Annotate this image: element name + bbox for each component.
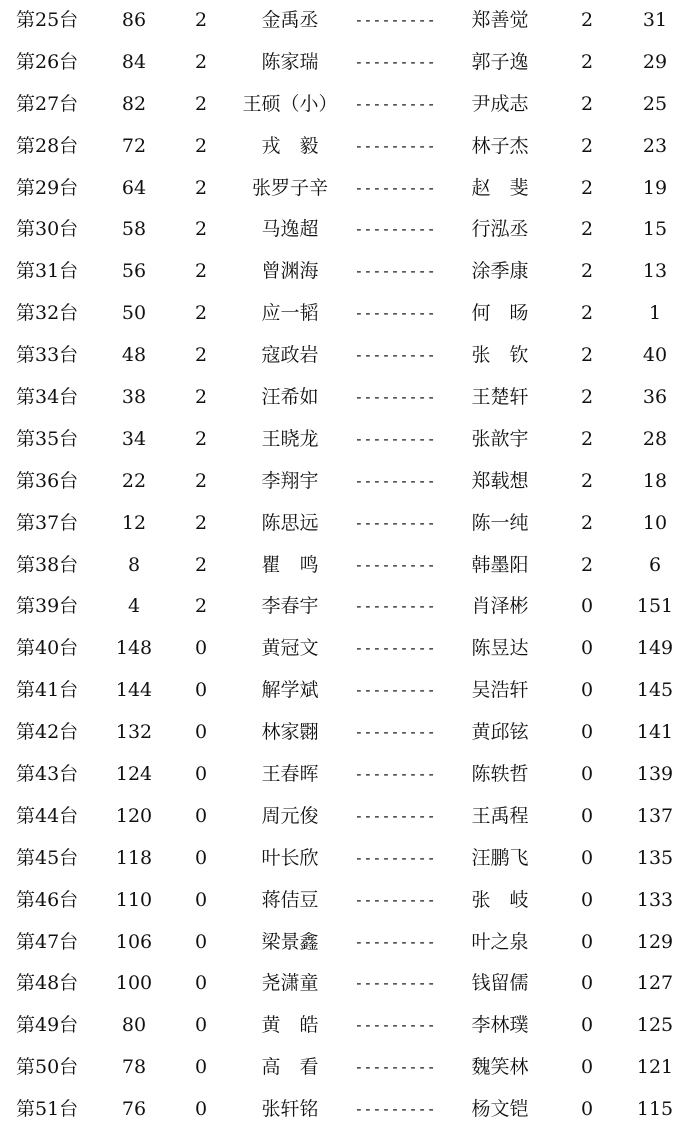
- vs-separator: ---------: [354, 471, 436, 490]
- player1-score: 0: [194, 679, 208, 702]
- board-label: 第32台: [16, 302, 79, 325]
- player2-name: 郑载想: [471, 469, 529, 492]
- player1-number: 38: [121, 386, 147, 409]
- pairing-row: [0, 419, 695, 461]
- player2-name: 尹成志: [471, 92, 529, 115]
- pairing-row: [0, 628, 695, 670]
- player2-number: 149: [636, 637, 674, 660]
- player2-score: 0: [580, 804, 594, 827]
- vs-separator: ---------: [354, 1016, 436, 1035]
- vs-separator: ---------: [354, 220, 436, 239]
- player1-number: 144: [115, 679, 153, 702]
- player2-name: 黄邱铉: [471, 721, 529, 744]
- player2-number: 1: [648, 302, 662, 325]
- player1-number: 8: [127, 553, 141, 576]
- board-label: 第38台: [16, 553, 79, 576]
- player1-number: 82: [121, 92, 147, 115]
- pairing-row: [0, 754, 695, 796]
- player1-number: 72: [121, 134, 147, 157]
- player2-number: 13: [642, 260, 668, 283]
- vs-separator: ---------: [354, 11, 436, 29]
- player2-name: 张 钦: [471, 344, 529, 367]
- player2-name: 杨文铠: [471, 1098, 529, 1121]
- board-label: 第26台: [16, 50, 79, 73]
- player1-name: 林家翾: [261, 721, 319, 744]
- vs-separator: ---------: [354, 765, 436, 784]
- player1-number: 12: [121, 511, 147, 534]
- board-label: 第27台: [16, 92, 79, 115]
- vs-separator: ---------: [354, 890, 436, 909]
- pairing-row: [0, 42, 695, 84]
- player2-score: 0: [580, 721, 594, 744]
- player1-score: 0: [194, 721, 208, 744]
- board-label: 第29台: [16, 176, 79, 199]
- player1-name: 李翔宇: [261, 469, 319, 492]
- player2-score: 0: [580, 1014, 594, 1037]
- player2-number: 135: [636, 846, 674, 869]
- pairing-row: [0, 84, 695, 126]
- player1-score: 2: [194, 469, 208, 492]
- player1-name: 尧潇童: [261, 972, 319, 995]
- player2-score: 0: [580, 637, 594, 660]
- vs-separator: ---------: [354, 178, 436, 197]
- vs-separator: ---------: [354, 304, 436, 323]
- player1-name: 解学斌: [261, 679, 319, 702]
- player1-score: 2: [194, 553, 208, 576]
- board-label: 第44台: [16, 804, 79, 827]
- player1-number: 76: [121, 1098, 147, 1121]
- player1-name: 陈家瑞: [261, 50, 319, 73]
- player1-score: 2: [194, 218, 208, 241]
- vs-separator: ---------: [354, 388, 436, 407]
- pairing-row: [0, 1089, 695, 1131]
- player1-score: 2: [194, 511, 208, 534]
- vs-separator: ---------: [354, 848, 436, 867]
- player1-score: 2: [194, 427, 208, 450]
- player2-score: 2: [580, 469, 594, 492]
- pairing-row: [0, 0, 695, 42]
- player1-number: 78: [121, 1056, 147, 1079]
- vs-separator: ---------: [354, 932, 436, 951]
- player2-score: 0: [580, 763, 594, 786]
- player1-number: 120: [115, 804, 153, 827]
- player1-name: 黄冠文: [261, 637, 319, 660]
- player2-score: 0: [580, 930, 594, 953]
- board-label: 第42台: [16, 721, 79, 744]
- player1-score: 0: [194, 972, 208, 995]
- player2-name: 郭子逸: [471, 50, 529, 73]
- player1-score: 0: [194, 1098, 208, 1121]
- pairing-row: [0, 963, 695, 1005]
- player2-name: 王禹程: [471, 804, 529, 827]
- player2-score: 2: [580, 176, 594, 199]
- player1-name: 曾渊海: [261, 260, 319, 283]
- player2-number: 36: [642, 386, 668, 409]
- board-label: 第41台: [16, 679, 79, 702]
- vs-separator: ---------: [354, 639, 436, 658]
- board-label: 第47台: [16, 930, 79, 953]
- player2-number: 127: [636, 972, 674, 995]
- pairing-row: [0, 922, 695, 964]
- player1-score: 2: [194, 260, 208, 283]
- player1-number: 100: [115, 972, 153, 995]
- player1-name: 叶长欣: [261, 846, 319, 869]
- vs-separator: ---------: [354, 346, 436, 365]
- player1-number: 48: [121, 344, 147, 367]
- vs-separator: ---------: [354, 52, 436, 71]
- player2-number: 40: [642, 344, 668, 367]
- board-label: 第43台: [16, 763, 79, 786]
- player2-number: 18: [642, 469, 668, 492]
- player2-score: 2: [580, 92, 594, 115]
- player1-name: 陈思远: [261, 511, 319, 534]
- player1-name: 张轩铭: [261, 1098, 319, 1121]
- player2-name: 叶之泉: [471, 930, 529, 953]
- board-label: 第35台: [16, 427, 79, 450]
- player1-number: 58: [121, 218, 147, 241]
- player2-score: 2: [580, 50, 594, 73]
- player2-number: 25: [642, 92, 668, 115]
- pairing-row: [0, 461, 695, 503]
- player1-number: 22: [121, 469, 147, 492]
- player2-score: 2: [580, 9, 594, 31]
- pairing-row: [0, 796, 695, 838]
- vs-separator: ---------: [354, 429, 436, 448]
- player1-score: 0: [194, 930, 208, 953]
- player1-score: 0: [194, 763, 208, 786]
- player1-score: 2: [194, 134, 208, 157]
- player2-number: 6: [648, 553, 662, 576]
- board-label: 第48台: [16, 972, 79, 995]
- player2-score: 2: [580, 511, 594, 534]
- player2-name: 汪鹏飞: [471, 846, 529, 869]
- player2-name: 何 旸: [471, 302, 529, 325]
- player1-score: 2: [194, 302, 208, 325]
- player2-score: 2: [580, 260, 594, 283]
- player2-number: 125: [636, 1014, 674, 1037]
- player2-name: 钱留儒: [471, 972, 529, 995]
- vs-separator: ---------: [354, 1058, 436, 1077]
- vs-separator: ---------: [354, 723, 436, 742]
- player1-name: 梁景鑫: [261, 930, 319, 953]
- pairing-row: [0, 126, 695, 168]
- board-label: 第25台: [16, 9, 79, 31]
- player2-name: 行泓丞: [471, 218, 529, 241]
- player2-name: 张歆宇: [471, 427, 529, 450]
- player1-number: 50: [121, 302, 147, 325]
- vs-separator: ---------: [354, 974, 436, 993]
- player1-score: 2: [194, 50, 208, 73]
- player1-name: 寇政岩: [261, 344, 319, 367]
- vs-separator: ---------: [354, 681, 436, 700]
- player2-score: 0: [580, 1098, 594, 1121]
- player2-name: 韩墨阳: [471, 553, 529, 576]
- pairing-row: [0, 503, 695, 545]
- player1-name: 高 看: [261, 1056, 319, 1079]
- pairing-row: [0, 880, 695, 922]
- player1-name: 金禹丞: [261, 9, 319, 31]
- player1-score: 2: [194, 595, 208, 618]
- board-label: 第51台: [16, 1098, 79, 1121]
- board-label: 第39台: [16, 595, 79, 618]
- player1-number: 110: [115, 888, 153, 911]
- player2-name: 陈轶哲: [471, 763, 529, 786]
- board-label: 第37台: [16, 511, 79, 534]
- player2-number: 139: [636, 763, 674, 786]
- vs-separator: ---------: [354, 513, 436, 532]
- player2-number: 115: [636, 1098, 674, 1121]
- pairing-row: [0, 545, 695, 587]
- player2-score: 0: [580, 846, 594, 869]
- player1-number: 132: [115, 721, 153, 744]
- player1-score: 0: [194, 1014, 208, 1037]
- player2-number: 15: [642, 218, 668, 241]
- player2-name: 王楚轩: [471, 386, 529, 409]
- player2-name: 陈昱达: [471, 637, 529, 660]
- pairing-row: [0, 251, 695, 293]
- player2-number: 23: [642, 134, 668, 157]
- player1-name: 李春宇: [261, 595, 319, 618]
- player2-number: 137: [636, 804, 674, 827]
- player1-number: 4: [127, 595, 141, 618]
- player1-number: 34: [121, 427, 147, 450]
- player2-number: 145: [636, 679, 674, 702]
- player2-name: 李林璞: [471, 1014, 529, 1037]
- player1-number: 64: [121, 176, 147, 199]
- player1-score: 2: [194, 176, 208, 199]
- board-label: 第46台: [16, 888, 79, 911]
- player1-number: 80: [121, 1014, 147, 1037]
- pairing-row: [0, 586, 695, 628]
- player1-number: 56: [121, 260, 147, 283]
- player2-score: 0: [580, 972, 594, 995]
- board-label: 第34台: [16, 386, 79, 409]
- pairing-row: [0, 838, 695, 880]
- board-label: 第36台: [16, 469, 79, 492]
- pairing-row: [0, 293, 695, 335]
- player1-number: 118: [115, 846, 153, 869]
- board-label: 第33台: [16, 344, 79, 367]
- player2-number: 141: [636, 721, 674, 744]
- player1-score: 2: [194, 92, 208, 115]
- player1-name: 蒋佶豆: [261, 888, 319, 911]
- board-label: 第40台: [16, 637, 79, 660]
- player1-number: 106: [115, 930, 153, 953]
- player2-number: 19: [642, 176, 668, 199]
- player1-score: 2: [194, 9, 208, 31]
- board-label: 第45台: [16, 846, 79, 869]
- player1-score: 0: [194, 1056, 208, 1079]
- player2-name: 赵 斐: [471, 176, 529, 199]
- player1-score: 2: [194, 344, 208, 367]
- player1-number: 84: [121, 50, 147, 73]
- vs-separator: ---------: [354, 597, 436, 616]
- player1-score: 0: [194, 637, 208, 660]
- player2-score: 2: [580, 553, 594, 576]
- player2-number: 10: [642, 511, 668, 534]
- board-label: 第30台: [16, 218, 79, 241]
- pairing-row: [0, 712, 695, 754]
- player2-number: 129: [636, 930, 674, 953]
- player1-name: 王春晖: [261, 763, 319, 786]
- player2-score: 2: [580, 218, 594, 241]
- player1-score: 0: [194, 888, 208, 911]
- player1-number: 148: [115, 637, 153, 660]
- board-label: 第49台: [16, 1014, 79, 1037]
- player2-score: 2: [580, 386, 594, 409]
- player2-score: 2: [580, 302, 594, 325]
- player1-number: 124: [115, 763, 153, 786]
- player2-score: 2: [580, 134, 594, 157]
- pairing-row: [0, 168, 695, 210]
- player2-name: 郑善觉: [471, 9, 529, 31]
- player1-score: 2: [194, 386, 208, 409]
- player2-name: 魏笑林: [471, 1056, 529, 1079]
- player1-name: 张罗子辛: [251, 176, 328, 199]
- player1-name: 王晓龙: [261, 427, 319, 450]
- pairing-row: [0, 670, 695, 712]
- pairing-row: [0, 1005, 695, 1047]
- vs-separator: ---------: [354, 262, 436, 281]
- board-label: 第28台: [16, 134, 79, 157]
- player2-number: 121: [636, 1056, 674, 1079]
- player1-score: 0: [194, 846, 208, 869]
- vs-separator: ---------: [354, 555, 436, 574]
- board-label: 第50台: [16, 1056, 79, 1079]
- player2-score: 0: [580, 1056, 594, 1079]
- player2-number: 151: [636, 595, 674, 618]
- pairing-row: [0, 335, 695, 377]
- player2-number: 133: [636, 888, 674, 911]
- pairing-row: [0, 209, 695, 251]
- pairing-row: [0, 377, 695, 419]
- board-label: 第31台: [16, 260, 79, 283]
- player2-score: 0: [580, 595, 594, 618]
- player1-name: 汪希如: [261, 386, 319, 409]
- player2-name: 陈一纯: [471, 511, 529, 534]
- player2-number: 28: [642, 427, 668, 450]
- player1-name: 黄 皓: [261, 1014, 319, 1037]
- player2-name: 吴浩轩: [471, 679, 529, 702]
- player1-name: 应一韬: [261, 302, 319, 325]
- player1-name: 马逸超: [261, 218, 319, 241]
- vs-separator: ---------: [354, 136, 436, 155]
- pairing-row: [0, 1047, 695, 1089]
- player2-name: 张 岐: [471, 888, 529, 911]
- player2-name: 林子杰: [471, 134, 529, 157]
- player1-name: 戎 毅: [261, 134, 319, 157]
- player2-name: 涂季康: [471, 260, 529, 283]
- player2-score: 2: [580, 344, 594, 367]
- vs-separator: ---------: [354, 806, 436, 825]
- player2-score: 0: [580, 679, 594, 702]
- player2-number: 29: [642, 50, 668, 73]
- vs-separator: ---------: [354, 94, 436, 113]
- player2-score: 0: [580, 888, 594, 911]
- player1-name: 王硕（小）: [242, 92, 338, 115]
- player1-score: 0: [194, 804, 208, 827]
- player2-name: 肖泽彬: [471, 595, 529, 618]
- player1-number: 86: [121, 9, 147, 31]
- player1-name: 周元俊: [261, 804, 319, 827]
- player2-score: 2: [580, 427, 594, 450]
- vs-separator: ---------: [354, 1100, 436, 1119]
- player2-number: 31: [642, 9, 668, 31]
- player1-name: 瞿 鸣: [261, 553, 319, 576]
